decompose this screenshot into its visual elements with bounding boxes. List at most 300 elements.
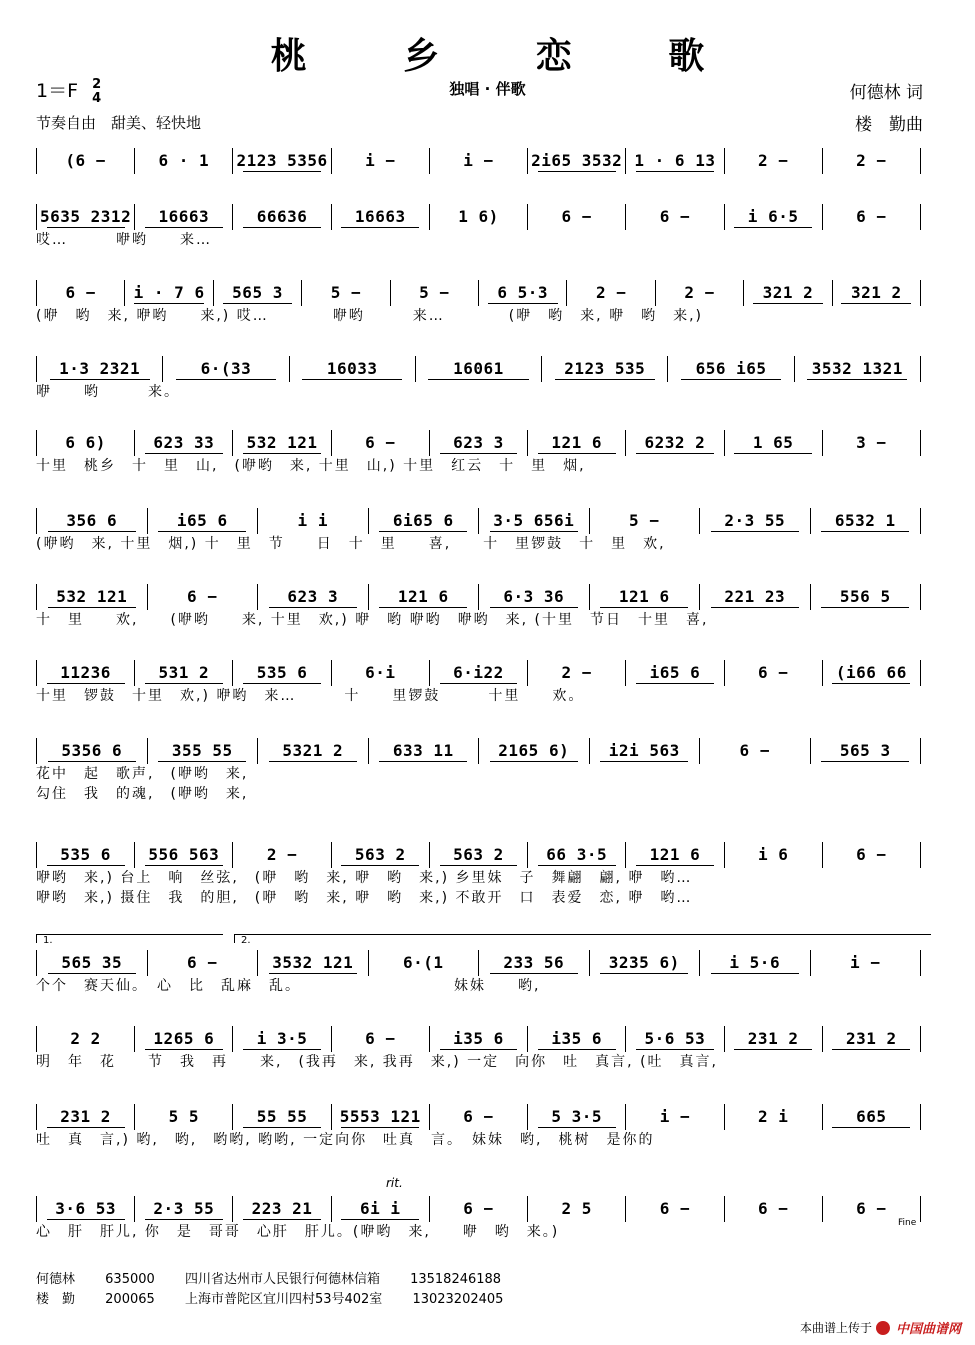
performance-style: 独唱 · 伴歌 [449,80,526,98]
beam-line [47,227,125,228]
measure [811,508,922,534]
measure-notes: i 3·5 [256,1029,308,1048]
measure-notes: 1·3 2321 [59,359,141,378]
measure [479,738,590,764]
measure [233,204,331,230]
measure [567,280,655,306]
beam-line [145,453,223,454]
measure [725,204,823,230]
notation-row [36,738,921,764]
beam-line [538,865,616,866]
beam-line [821,607,909,608]
measure-notes: 532 121 [246,433,318,452]
measure-notes: i · 7 6 [133,283,205,302]
lyric-line: 个个 赛天仙。 心 比 乱麻 乱。 妹妹 哟, [36,978,541,994]
measure-notes: 233 56 [503,953,565,972]
beam-line [302,379,402,380]
measure [36,148,135,174]
measure-notes: 66 3·5 [546,845,608,864]
measure-notes: 2·3 55 [724,511,786,530]
measure-notes: 5321 2 [282,741,344,760]
beam-line [734,227,812,228]
measure [811,738,922,764]
measure [36,280,125,306]
measure-notes: i2i 563 [608,741,680,760]
measure-notes: 321 2 [762,283,814,302]
beam-line [636,865,714,866]
measure [528,1026,626,1052]
score-system [36,430,921,476]
measure-notes: 121 6 [551,433,603,452]
measure [36,738,148,764]
beam-line [832,683,910,684]
measure [258,508,369,534]
beam-line [490,531,578,532]
measure-notes: 231 2 [846,1029,897,1048]
measure-notes: 6·(33 [200,359,252,378]
measure-notes: 6·i22 [453,663,504,682]
measure-notes: i35 6 [551,1029,603,1048]
measure [332,204,430,230]
measure [302,280,390,306]
measure [528,660,626,686]
measure-notes: 1 65 [752,433,794,452]
beam-line [807,379,907,380]
notation-row [36,430,921,456]
measure-notes: 3532 1321 [811,359,903,378]
measure-notes: 623 3 [287,587,339,606]
measure-notes: 2 − [856,151,887,170]
measure-notes: 5635 2312 [40,207,132,226]
beam-line [538,1049,616,1050]
measure [528,430,626,456]
measure [332,842,430,868]
measure [36,1026,135,1052]
measure-notes: 556 563 [148,845,220,864]
beam-line [176,379,276,380]
volta-1: 1. [36,934,223,943]
measure [725,1026,823,1052]
measure [626,1104,724,1130]
upload-label: 本曲谱上传于 [799,1321,872,1335]
measure [36,1104,135,1130]
measure [833,280,921,306]
measure [135,204,233,230]
lyric-line: (咿 哟 来, 咿哟 来,) 哎… 咿哟 来… (咿 哟 来, 咿 哟 来,) [36,308,703,324]
measure [233,1196,331,1222]
measure-notes: 2 i [757,1107,789,1126]
notation-row [36,950,921,976]
measure [700,508,811,534]
measure-notes: 3·6 53 [55,1199,116,1218]
fine-marking: Fine [898,1218,917,1228]
beam-line [47,865,125,866]
measure [528,1196,626,1222]
measure-notes: 6532 1 [834,511,896,530]
measure [332,430,430,456]
measure-notes: 11236 [60,663,111,682]
measure [233,148,331,174]
beam-line [243,683,321,684]
measure [258,950,369,976]
measure [233,1104,331,1130]
measure [823,204,921,230]
contact-phone: 13023202405 [412,1292,504,1307]
measure [369,738,480,764]
beam-line [243,1219,321,1220]
measure [430,148,528,174]
measure-notes: 355 55 [171,741,233,760]
measure [135,1104,233,1130]
beam-line [379,531,467,532]
measure [135,660,233,686]
measure [626,660,724,686]
measure [725,148,823,174]
lyric-line: 明 年 花 节 我 再 来, (我再 来, 我再 来,) 一定 向你 吐 真言, (吐 真言, [36,1054,718,1070]
measure-notes: 2 − [266,845,298,864]
beam-line [821,761,909,762]
notation-row [36,584,921,610]
measure-notes: 6232 2 [644,433,706,452]
measure-notes: i − [463,151,494,170]
beam-line [636,1049,714,1050]
measure [36,204,135,230]
beam-line [158,761,246,762]
beam-line [711,531,799,532]
measure [542,356,668,382]
beam-line [488,303,558,304]
time-sig-top: 2 [92,76,102,92]
measure [823,1104,921,1130]
upload-credit[interactable] [800,1318,961,1337]
contact-name: 何德林 [36,1272,76,1287]
measure-notes: 5 5 [168,1107,200,1126]
beam-line [538,1127,616,1128]
measure-notes: 6 − [739,741,770,760]
measure-notes: 231 2 [60,1107,111,1126]
lyric-line: 勾住 我 的魂, (咿哟 来, [36,786,249,802]
measure-notes: 5356 6 [61,741,123,760]
beam-line [490,607,578,608]
score-system [36,738,921,804]
measure [148,508,259,534]
measure [36,356,163,382]
measure [725,660,823,686]
beam-line [636,683,714,684]
measure [233,1026,331,1052]
measure-notes: 16663 [158,207,210,226]
beam-line [48,973,136,974]
beam-line [538,171,616,172]
measure-notes: 2 2 [70,1029,101,1048]
key-label: 1＝F [36,80,79,102]
measure-notes: 3·5 656i [493,511,575,530]
measure-notes: 121 6 [649,845,701,864]
measure-notes: 6·3 36 [503,587,565,606]
measure [214,280,302,306]
measure-notes: 531 2 [158,663,210,682]
measure [430,1196,528,1222]
measure [125,280,213,306]
measure-notes: 5·6 53 [644,1029,706,1048]
beam-line [243,1127,321,1128]
beam-line [341,1127,419,1128]
measure [369,508,480,534]
measure [528,148,626,174]
measure-notes: i − [659,1107,691,1126]
lyric-line: 花中 起 歌声, (咿哟 来, [36,766,249,782]
beam-line [47,1127,125,1128]
notation-row [36,204,921,230]
measure-notes: i 6·5 [747,207,799,226]
measure [700,584,811,610]
measure [528,1104,626,1130]
beam-line [223,303,293,304]
measure [626,204,724,230]
notation-row [36,148,921,174]
measure [135,148,233,174]
measure [369,950,480,976]
beam-line [341,227,419,228]
measure [725,1104,823,1130]
measure-notes: 6 − [856,1199,887,1218]
tempo-marking: 节奏自由 甜美、轻快地 [36,114,202,132]
beam-line [428,379,528,380]
beam-line [711,607,799,608]
beam-line [145,1219,223,1220]
beam-line [341,865,419,866]
measure-notes: i35 6 [453,1029,504,1048]
measure [36,660,135,686]
measure [528,204,626,230]
measure [135,1026,233,1052]
measure [148,584,259,610]
score-system [36,508,921,554]
measure-notes: i65 6 [649,663,701,682]
notation-row [36,280,921,306]
measure [668,356,794,382]
beam-line [600,973,688,974]
measure [430,204,528,230]
lyric-line: 哎… 咿哟 来… [36,232,212,248]
measure [590,584,701,610]
beam-line [47,1219,125,1220]
measure [479,280,567,306]
score-system [36,204,921,250]
measure [725,842,823,868]
beam-line [734,453,812,454]
beam-line [538,453,616,454]
measure [36,1196,135,1222]
beam-line [555,379,655,380]
measure [479,950,590,976]
site-name[interactable]: 中国曲谱网 [895,1322,961,1337]
beam-line [145,1049,223,1050]
contact-postcode: 635000 [105,1272,155,1287]
lyric-line: 十里 桃乡 十 里 山, (咿哟 来, 十里 山,) 十里 红云 十 里 烟, [36,458,586,474]
measure-notes: 623 33 [153,433,215,452]
measure [163,356,289,382]
notation-row [36,356,921,382]
measure [656,280,744,306]
measure-notes: 6·i [365,663,396,682]
contact-line-2 [36,1288,529,1307]
beam-line [145,865,223,866]
measure [744,280,832,306]
beam-line [753,303,823,304]
measure [626,1196,724,1222]
beam-line [269,607,357,608]
beam-line [440,453,518,454]
measure-notes: i 5·6 [729,953,781,972]
measure-notes: 2123 535 [564,359,646,378]
beam-line [379,607,467,608]
measure [36,842,135,868]
notation-row [36,508,921,534]
measure [258,738,369,764]
measure-notes: 2 − [561,663,592,682]
measure-notes: 565 3 [839,741,891,760]
measure-notes: 6 − [561,207,592,226]
measure-notes: i − [365,151,396,170]
measure-notes: 563 2 [453,845,504,864]
measure [258,584,369,610]
time-sig-bottom: 4 [92,90,102,106]
notation-row [36,660,921,686]
measure-notes: (6 − [65,151,106,170]
beam-line [832,1127,910,1128]
measure-notes: 6 − [856,845,887,864]
beam-line [636,171,714,172]
beam-line [269,761,357,762]
measure [332,1026,430,1052]
measure-notes: 2 − [757,151,789,170]
measure-notes: 6 − [757,1199,789,1218]
measure [332,1104,430,1130]
measure [332,660,430,686]
measure-notes: 6 − [757,663,789,682]
measure [528,842,626,868]
notation-row [36,1196,921,1222]
contact-line-1 [36,1268,527,1287]
measure-notes: 633 11 [392,741,454,760]
measure-notes: 2165 6) [498,741,570,760]
measure-notes: 656 i65 [695,359,767,378]
measure-notes: 6 − [659,207,691,226]
beam-line [47,683,125,684]
measure-notes: 356 6 [66,511,118,530]
measure-notes: 231 2 [747,1029,799,1048]
measure [36,430,135,456]
measure-notes: 321 2 [851,283,902,302]
measure [479,584,590,610]
measure-notes: 16663 [354,207,406,226]
measure-notes: 6i65 6 [392,511,454,530]
measure [823,1026,921,1052]
score-system [36,1196,921,1242]
measure [823,660,921,686]
ritardando-marking: rit. [386,1176,403,1190]
measure [332,148,430,174]
measure-notes: 16033 [326,359,378,378]
beam-line [490,761,578,762]
measure-notes: 55 55 [256,1107,308,1126]
beam-line [243,453,321,454]
measure [391,280,479,306]
measure-notes: 6 − [463,1199,494,1218]
measure-notes: i65 6 [176,511,228,530]
measure-notes: 6 − [187,587,218,606]
measure [135,842,233,868]
measure-notes: 535 6 [256,663,308,682]
measure [290,356,416,382]
measure [430,1104,528,1130]
measure [725,430,823,456]
beam-line [341,1219,419,1220]
measure-notes: 1 · 6 13 [634,151,716,170]
beam-line [600,607,688,608]
measure-notes: 3 − [856,433,887,452]
measure [823,842,921,868]
measure-notes: 1 6) [458,207,499,226]
measure [626,1026,724,1052]
contact-postcode: 200065 [105,1292,155,1307]
beam-line [440,683,518,684]
contact-name: 楼 勤 [36,1292,76,1307]
measure [626,842,724,868]
lyric-line: 心 肝 肝儿, 你 是 哥哥 心肝 肝儿。(咿哟 来, 咿 哟 来。) [36,1224,560,1240]
measure [36,584,148,610]
beam-line [243,171,321,172]
measure [148,950,259,976]
measure-notes: 2 − [595,283,627,302]
measure-notes: 6 − [856,207,887,226]
measure [823,148,921,174]
measure [332,1196,430,1222]
beam-line [440,865,518,866]
lyric-line: 十里 锣鼓 十里 欢,) 咿哟 来… 十 里锣鼓 十里 欢。 [36,688,585,704]
measure-notes: 5 − [330,283,362,302]
measure [135,1196,233,1222]
measure [626,430,724,456]
measure-notes: 565 3 [232,283,283,302]
lyric-line: (咿哟 来, 十里 烟,) 十 里 节 日 十 里 喜, 十 里锣鼓 十 里 欢, [36,536,666,552]
measure-notes: 3235 6) [608,953,680,972]
measure-notes: 6 − [659,1199,691,1218]
measure [590,950,701,976]
beam-line [711,973,799,974]
measure-notes: 6 − [365,433,396,452]
measure [233,842,331,868]
measure-notes: 6 − [65,283,96,302]
measure [36,508,148,534]
measure-notes: 223 21 [251,1199,313,1218]
measure [590,508,701,534]
beam-line [50,379,150,380]
beam-line [841,303,911,304]
measure-notes: 2i65 3532 [531,151,623,170]
contact-address: 上海市普陀区宜川四村53号402室 [184,1292,383,1307]
measure-notes: 2123 5356 [236,151,328,170]
measure-notes: 2 5 [561,1199,592,1218]
beam-line [145,227,223,228]
beam-line [636,453,714,454]
beam-line [243,1049,321,1050]
beam-line [269,973,357,974]
score-system [36,950,921,996]
measure-notes: i 6 [757,845,789,864]
measure-notes: 121 6 [618,587,670,606]
